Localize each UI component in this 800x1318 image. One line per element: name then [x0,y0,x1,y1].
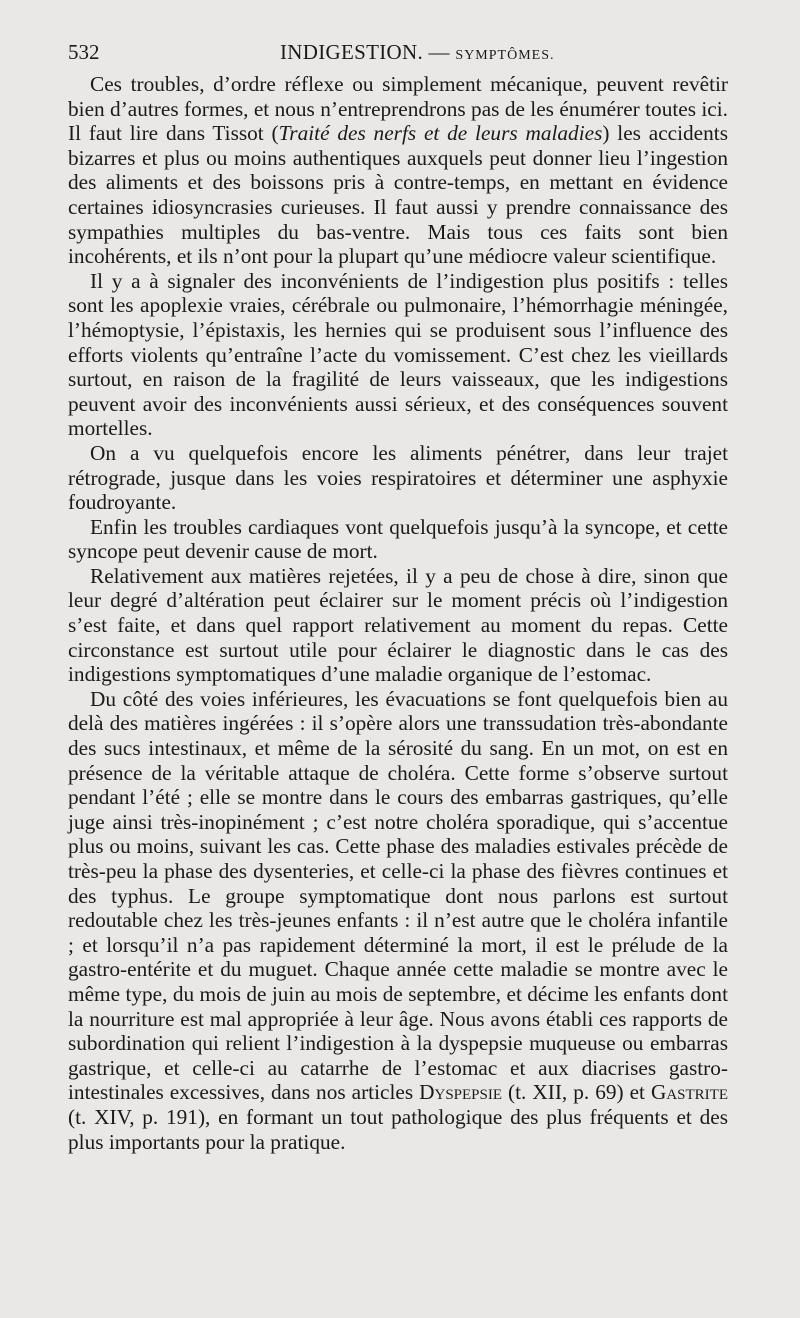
running-title-main: INDIGESTION. [280,40,423,64]
paragraph-3: On a vu quelquefois encore les aliments pénétrer, dans leur trajet rétrograde, jusque dans les voies respiratoires et déterminer une asphyxie foudroyante. [68,440,728,515]
paragraph-1-text-a: Ces troubles, d’ordre réflexe ou simplement mécanique, peuvent revêtir bien d’autres formes, et nous n’entreprendrons pas de les énumérer toutes ici. Il faut lire dans Tissot ( [68,72,728,146]
paragraph-1-book-title: Traité des nerfs et de leurs maladies [278,121,603,146]
paragraph-6-text-b: (t. XII, p. 69) et [502,1080,651,1105]
paragraph-6-text-a: Du côté des voies inférieures, les évacuations se font quelquefois bien au delà des matières ingérées : il s’opère alors une transsudation très-abondante des sucs intestinaux, et même de la sérosité du sang. En un mot, on est en présence de la véritable attaque de choléra. Cette forme s’observe surtout pendant l’été ; elle se montre dans le cours des embarras gastriques, qu’elle juge ainsi très-inopinément ; c’est notre choléra sporadique, qui s’accentue plus ou moins, suivant les cas. Cette phase des maladies estivales précède de très-peu la phase des dysenteries, et celle-ci la phase des fièvres continues et des typhus. Le groupe symptomatique dont nous parlons est surtout redoutable chez les très-jeunes enfants : il n’est autre que le choléra infantile ; et lorsqu’il n’a pas rapidement déterminé la mort, il est le prélude de la gastro-entérite et du muguet. Chaque année cette maladie se montre avec le même type, du mois de juin au mois de septembre, et décime les enfants dont la nourriture est mal appropriée à leur âge. Nous avons établi ces rapports de subordination qui relient l’indigestion à la dyspepsie muqueuse ou embarras gastrique, et celle-ci au catarrhe de l’estomac et aux diacrises gastro-intestinales excessives, dans nos articles [68,686,728,1105]
running-title-separator: — [423,40,456,64]
running-title [280,40,555,65]
running-title-sub: SYMPTÔMES. [455,48,555,63]
paragraph-4: Enfin les troubles cardiaques vont quelquefois jusqu’à la syncope, et cette syncope peut devenir cause de mort. [68,514,728,564]
article-reference-gastrite: Gastrite [650,1080,728,1105]
page-number: 532 [68,40,100,64]
paragraph-6-text-c: (t. XIV, p. 191), en formant un tout pathologique des plus fréquents et des plus importants pour la pratique. [68,1104,728,1154]
paragraph-5: Relativement aux matières rejetées, il y a peu de chose à dire, sinon que leur degré d’altération peut éclairer sur le moment précis où l’indigestion s’est faite, et dans quel rapport relativement au moment du repas. Cette circonstance est surtout utile pour éclairer le diagnostic dans le cas des indigestions symptomatiques d’une maladie organique de l’estomac. [68,563,728,687]
article-reference-dyspepsie: Dyspepsie [419,1080,503,1105]
page-header [68,38,728,72]
body-text [68,72,728,1154]
paragraph-1-text-b: ) les accidents bizarres et plus ou moins authentiques auxquels peut donner lieu l’ingestion des aliments et des boissons pris à contre-temps, en mettant en évidence certaines idiosyncrasies curieuses. Il faut aussi y prendre connaissance des sympathies multiples du bas-ventre. Mais tous ces faits sont bien incohérents, et ils n’ont pour la plupart qu’une médiocre valeur scientifique. [68,121,728,269]
paragraph-2: Il y a à signaler des inconvénients de l’indigestion plus positifs : telles sont les apoplexie vraies, cérébrale ou pulmonaire, l’hémorrhagie méningée, l’hémoptysie, l’épistaxis, les hernies qui se produisent sous l’influence des efforts violents qu’entraîne l’acte du vomissement. C’est chez les vieillards surtout, en raison de la fragilité de leurs vaisseaux, que les indigestions peuvent avoir des inconvénients aussi sérieux, et des conséquences souvent mortelles. [68,268,728,441]
paragraph-1 [68,72,728,269]
paragraph-6 [68,687,728,1154]
